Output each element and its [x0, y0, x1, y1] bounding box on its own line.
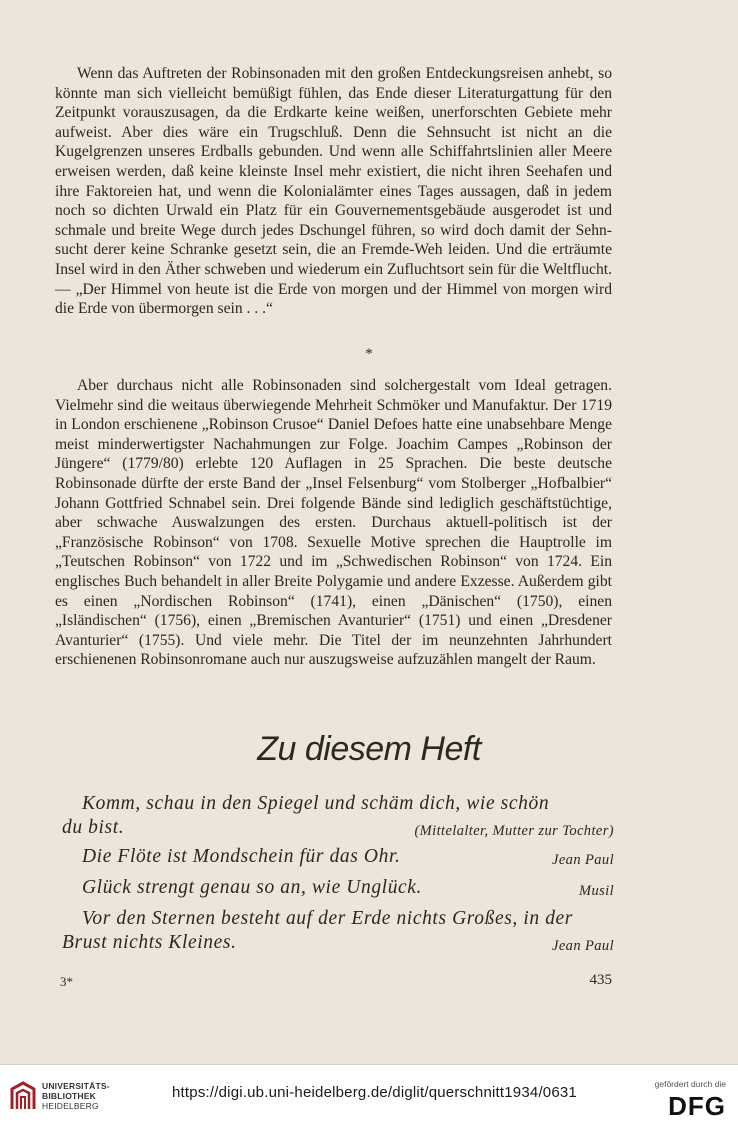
- quote-3: [62, 876, 614, 903]
- library-name-line: HEIDELBERG: [42, 1101, 99, 1111]
- library-name: [42, 1081, 110, 1111]
- quote-line: [62, 845, 614, 869]
- university-library-logo-icon: [8, 1079, 38, 1113]
- quote-attribution: Jean Paul: [552, 852, 614, 868]
- document-url-link[interactable]: https://digi.ub.uni-heidelberg.de/diglit/querschnitt1934/0631: [172, 1084, 577, 1101]
- quote-line: [62, 816, 614, 840]
- library-name-line: UNIVERSITÄTS-: [42, 1081, 110, 1091]
- quote-line: Vor den Sternen besteht auf der Erde nichts Großes, in der: [82, 908, 573, 929]
- quote-line-2: Brust nichts Kleines.: [62, 932, 237, 953]
- paragraph-text: Aber durchaus nicht alle Robinsonaden sind solchergestalt vom Ideal getragen. Vielmehr sind die weitaus überwiegende Mehrheit Schmöker und Manufaktur. Der 1719 in London erschienene „Robinson Crusoe“ Daniel Defoes hatte eine unabsehbare Menge meist minderwertigster Nachahmungen zur Folge. Joachim Campes „Robinson der Jüngere“ (1779/80) erlebte 120 Auflagen in 25 Sprachen. Die beste deutsche Robinsonade dürfte der erste Band der „Insel Felsenburg“ vom Stolberger „Hofbalbier“ Johann Gottfried Schnabel sein. Drei folgende Bände sind lediglich geschäftstüchtige, aber schwache Auswalzungen des ersten. Durchaus aktuell-politisch ist der „Französische Robinson“ von 1708. Sexuelle Motive sprechen die Hauptrolle im „Teutschen Robinson“ von 1722 und im „Schwedischen Robinson“ von 1724. Ein englisches Buch behandelt in aller Breite Polygamie und andere Exzesse. Außerdem gibt es einen „Nordischen Robinson“ (1741), einen „Dänischen“ (1750), einen „Isländischen“ (1756), einen „Bremischen Avanturier“ (1751) und einen „Dresdener Avanturier“ (1755). Und viele mehr. Die Titel der im neunzehnten Jahrhundert erschienenen Robinsonromane auch nur auszugsweise aufzuzählen mangelt der Raum.: [55, 377, 612, 669]
- body-paragraph-2: [55, 376, 612, 670]
- quote-line: [62, 876, 614, 900]
- viewer-bottom-bar: [0, 1064, 738, 1125]
- body-paragraph-1: [55, 64, 612, 319]
- quote-4: [62, 907, 614, 958]
- quote-attribution: (Mittelalter, Mutter zur Tochter): [414, 823, 614, 839]
- quote-line: Komm, schau in den Spiegel und schäm dich, wie schön: [82, 793, 550, 814]
- signature-mark: 3*: [60, 974, 73, 989]
- quote-2: [62, 845, 614, 872]
- library-name-line: BIBLIOTHEK: [42, 1091, 96, 1101]
- quote-text: Glück strengt genau so an, wie Unglück.: [82, 877, 423, 898]
- funding-label: gefördert durch die: [654, 1079, 726, 1089]
- section-separator: *: [365, 346, 373, 362]
- page-number: 435: [589, 972, 612, 988]
- quote-1: [62, 792, 614, 843]
- quote-text: Die Flöte ist Mondschein für das Ohr.: [82, 846, 401, 867]
- quote-line: [62, 931, 614, 955]
- quote-line-2: du bist.: [62, 817, 125, 838]
- dfg-logo: DFG: [668, 1091, 726, 1121]
- quote-attribution: Musil: [578, 883, 614, 899]
- paragraph-text: Wenn das Auftreten der Robinsonaden mit den großen Entdeckungsreisen anhebt, so könnte man sich vielleicht bemüßigt fühlen, das Ende dieser Literaturgattung für den Zeitpunkt vorauszusagen, da die Erdkarte keine weißen, unerforschten Gebiete mehr aufweist. Aber dies wäre ein Trugschluß. Denn die Sehnsucht ist nicht an die Kugelgrenzen unseres Erdballs gebunden. Und wenn alle Schiffahrtslinien aller Meere erweisen werden, daß keine kleinste Insel mehr existiert, die nicht ihren Seehafen und ihre Faktoreien hat, und wenn die Kolonialämter eines Tages aussagen, daß in jedem noch so dichten Urwald ein Platz für ein Gouvernementsgebäude ausgerodet ist und schmale und breite Wege durch jedes Dschungel führen, so wird doch damit der Sehnsucht derer keine Schranke gesetzt sein, die an Fremde-Weh leiden. Und die erträumte Insel wird in den Äther schweben und wiederum ein Zufluchtsort sein für die Weltflucht. — „Der Himmel von heute ist die Erde von morgen und der Himmel von morgen wird die Erde von übermorgen sein . . .“: [55, 65, 612, 318]
- quote-attribution: Jean Paul: [552, 938, 614, 954]
- section-heading: Zu diesem Heft: [257, 730, 481, 768]
